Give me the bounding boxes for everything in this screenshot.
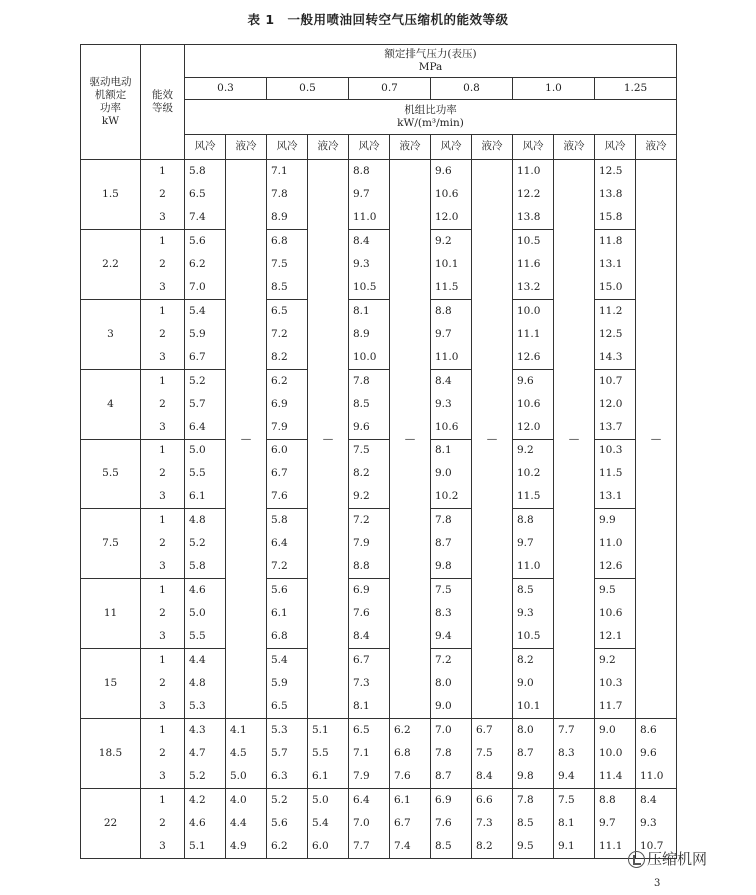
liquid-dash-cell: — (390, 160, 431, 719)
grade-column-header: 能效 等级 (141, 45, 185, 160)
air-value-cell: 6.4 (185, 416, 226, 439)
grade-cell: 1 (141, 439, 185, 462)
air-value-cell: 5.8 (185, 556, 226, 579)
air-value-cell: 9.3 (513, 602, 554, 625)
air-value-cell: 5.4 (185, 299, 226, 322)
air-value-cell: 6.2 (267, 835, 308, 858)
air-value-cell: 12.2 (513, 183, 554, 206)
power-cell: 1.5 (81, 160, 141, 230)
air-value-cell: 10.0 (595, 742, 636, 765)
air-value-cell: 8.5 (349, 392, 390, 415)
air-value-cell: 6.9 (431, 789, 472, 812)
air-value-cell: 7.6 (349, 602, 390, 625)
air-value-cell: 10.6 (595, 602, 636, 625)
liquid-value-cell: 4.1 (226, 719, 267, 742)
pressure-0.8: 0.8 (431, 78, 513, 100)
power-cell: 4 (81, 369, 141, 439)
air-value-cell: 5.2 (185, 765, 226, 788)
air-value-cell: 5.4 (267, 649, 308, 672)
air-value-cell: 10.6 (431, 416, 472, 439)
grade-cell: 2 (141, 323, 185, 346)
air-value-cell: 8.5 (267, 276, 308, 299)
air-value-cell: 6.3 (267, 765, 308, 788)
grade-cell: 1 (141, 789, 185, 812)
cooling-liquid-header: 液冷 (390, 135, 431, 160)
air-value-cell: 8.4 (349, 625, 390, 648)
pressure-1.25: 1.25 (595, 78, 677, 100)
air-value-cell: 10.3 (595, 439, 636, 462)
air-value-cell: 12.5 (595, 323, 636, 346)
air-value-cell: 6.2 (185, 253, 226, 276)
air-value-cell: 8.0 (431, 672, 472, 695)
liquid-value-cell: 8.4 (636, 789, 677, 812)
liquid-value-cell: 9.3 (636, 812, 677, 835)
cooling-liquid-header: 液冷 (472, 135, 513, 160)
air-value-cell: 7.9 (267, 416, 308, 439)
air-value-cell: 5.2 (267, 789, 308, 812)
air-value-cell: 12.6 (513, 346, 554, 369)
air-value-cell: 5.0 (185, 602, 226, 625)
air-value-cell: 11.5 (513, 486, 554, 509)
power-cell: 18.5 (81, 719, 141, 789)
air-value-cell: 10.0 (349, 346, 390, 369)
power-cell: 3 (81, 299, 141, 369)
air-value-cell: 4.8 (185, 509, 226, 532)
air-value-cell: 15.0 (595, 276, 636, 299)
air-value-cell: 13.1 (595, 486, 636, 509)
air-value-cell: 8.7 (431, 532, 472, 555)
air-value-cell: 5.8 (267, 509, 308, 532)
air-value-cell: 5.6 (267, 579, 308, 602)
liquid-value-cell: 8.6 (636, 719, 677, 742)
cooling-liquid-header: 液冷 (308, 135, 349, 160)
liquid-value-cell: 7.5 (554, 789, 595, 812)
grade-cell: 2 (141, 812, 185, 835)
air-value-cell: 7.0 (431, 719, 472, 742)
air-value-cell: 5.6 (185, 229, 226, 252)
air-value-cell: 8.8 (349, 160, 390, 183)
liquid-value-cell: 4.5 (226, 742, 267, 765)
air-value-cell: 6.5 (349, 719, 390, 742)
air-value-cell: 5.2 (185, 532, 226, 555)
air-value-cell: 9.8 (431, 556, 472, 579)
air-value-cell: 6.5 (267, 695, 308, 718)
table-title: 表 1 一般用喷油回转空气压缩机的能效等级 (247, 12, 509, 27)
liquid-value-cell: 8.4 (472, 765, 513, 788)
air-value-cell: 5.7 (267, 742, 308, 765)
air-value-cell: 9.6 (349, 416, 390, 439)
air-value-cell: 13.8 (513, 206, 554, 229)
grade-cell: 2 (141, 742, 185, 765)
air-value-cell: 12.0 (431, 206, 472, 229)
air-value-cell: 6.4 (349, 789, 390, 812)
air-value-cell: 8.4 (349, 229, 390, 252)
air-value-cell: 8.2 (267, 346, 308, 369)
air-value-cell: 11.1 (513, 323, 554, 346)
air-value-cell: 9.0 (431, 695, 472, 718)
air-value-cell: 6.7 (267, 462, 308, 485)
air-value-cell: 11.8 (595, 229, 636, 252)
air-value-cell: 9.6 (513, 369, 554, 392)
air-value-cell: 4.6 (185, 579, 226, 602)
liquid-value-cell: 7.4 (390, 835, 431, 858)
air-value-cell: 7.0 (349, 812, 390, 835)
power-cell: 11 (81, 579, 141, 649)
table-row (81, 160, 677, 183)
air-value-cell: 7.8 (513, 789, 554, 812)
liquid-value-cell: 7.3 (472, 812, 513, 835)
air-value-cell: 8.1 (349, 695, 390, 718)
air-value-cell: 7.9 (349, 532, 390, 555)
air-value-cell: 8.8 (431, 299, 472, 322)
air-value-cell: 5.8 (185, 160, 226, 183)
power-cell: 5.5 (81, 439, 141, 509)
air-value-cell: 7.2 (431, 649, 472, 672)
air-value-cell: 8.7 (513, 742, 554, 765)
cooling-air-header: 风冷 (185, 135, 226, 160)
cooling-air-header: 风冷 (431, 135, 472, 160)
air-value-cell: 9.0 (513, 672, 554, 695)
grade-cell: 3 (141, 695, 185, 718)
liquid-value-cell: 6.8 (390, 742, 431, 765)
air-value-cell: 10.3 (595, 672, 636, 695)
air-value-cell: 7.8 (431, 509, 472, 532)
air-value-cell: 10.2 (513, 462, 554, 485)
air-value-cell: 7.5 (349, 439, 390, 462)
air-value-cell: 12.5 (595, 160, 636, 183)
air-value-cell: 10.2 (431, 486, 472, 509)
air-value-cell: 11.0 (349, 206, 390, 229)
liquid-value-cell: 8.3 (554, 742, 595, 765)
grade-cell: 2 (141, 532, 185, 555)
grade-cell: 2 (141, 392, 185, 415)
air-value-cell: 4.2 (185, 789, 226, 812)
grade-cell: 3 (141, 206, 185, 229)
grade-cell: 1 (141, 299, 185, 322)
liquid-value-cell: 6.7 (390, 812, 431, 835)
air-value-cell: 7.5 (431, 579, 472, 602)
air-value-cell: 6.2 (267, 369, 308, 392)
air-value-cell: 4.7 (185, 742, 226, 765)
grade-cell: 3 (141, 556, 185, 579)
page-number: 3 (654, 878, 661, 889)
air-value-cell: 7.4 (185, 206, 226, 229)
air-value-cell: 8.9 (349, 323, 390, 346)
grade-cell: 2 (141, 183, 185, 206)
table-row (81, 742, 677, 765)
air-value-cell: 11.0 (513, 160, 554, 183)
air-value-cell: 10.5 (513, 229, 554, 252)
grade-cell: 3 (141, 416, 185, 439)
air-value-cell: 10.7 (595, 369, 636, 392)
liquid-value-cell: 9.1 (554, 835, 595, 858)
air-value-cell: 7.6 (267, 486, 308, 509)
air-value-cell: 11.6 (513, 253, 554, 276)
air-value-cell: 8.5 (431, 835, 472, 858)
air-value-cell: 7.2 (267, 323, 308, 346)
air-value-cell: 6.5 (185, 183, 226, 206)
air-value-cell: 7.8 (267, 183, 308, 206)
air-value-cell: 8.7 (431, 765, 472, 788)
liquid-value-cell: 7.7 (554, 719, 595, 742)
air-value-cell: 7.2 (267, 556, 308, 579)
cooling-liquid-header: 液冷 (636, 135, 677, 160)
air-value-cell: 5.6 (267, 812, 308, 835)
air-value-cell: 12.1 (595, 625, 636, 648)
table-row (81, 765, 677, 788)
air-value-cell: 8.8 (349, 556, 390, 579)
air-value-cell: 11.4 (595, 765, 636, 788)
air-value-cell: 9.7 (431, 323, 472, 346)
liquid-value-cell: 6.1 (308, 765, 349, 788)
air-value-cell: 9.0 (431, 462, 472, 485)
watermark-logo-icon (628, 851, 645, 868)
air-value-cell: 8.5 (513, 812, 554, 835)
air-value-cell: 5.9 (185, 323, 226, 346)
air-value-cell: 7.1 (267, 160, 308, 183)
air-value-cell: 9.2 (431, 229, 472, 252)
liquid-dash-cell: — (308, 160, 349, 719)
air-value-cell: 6.0 (267, 439, 308, 462)
air-value-cell: 7.1 (349, 742, 390, 765)
air-value-cell: 6.5 (267, 299, 308, 322)
liquid-value-cell: 6.7 (472, 719, 513, 742)
power-cell: 7.5 (81, 509, 141, 579)
grade-cell: 1 (141, 579, 185, 602)
grade-cell: 1 (141, 369, 185, 392)
grade-cell: 2 (141, 602, 185, 625)
grade-cell: 2 (141, 253, 185, 276)
air-value-cell: 9.8 (513, 765, 554, 788)
grade-cell: 3 (141, 486, 185, 509)
cooling-air-header: 风冷 (267, 135, 308, 160)
liquid-value-cell: 6.1 (390, 789, 431, 812)
air-value-cell: 9.7 (513, 532, 554, 555)
table-row (81, 812, 677, 835)
air-value-cell: 8.9 (267, 206, 308, 229)
air-value-cell: 5.3 (185, 695, 226, 718)
air-value-cell: 5.3 (267, 719, 308, 742)
efficiency-grade-table (80, 44, 677, 859)
air-value-cell: 9.4 (431, 625, 472, 648)
air-value-cell: 5.5 (185, 462, 226, 485)
air-value-cell: 8.8 (513, 509, 554, 532)
table-row (81, 835, 677, 858)
air-value-cell: 9.0 (595, 719, 636, 742)
grade-cell: 2 (141, 672, 185, 695)
liquid-value-cell: 7.5 (472, 742, 513, 765)
grade-cell: 3 (141, 625, 185, 648)
liquid-value-cell: 11.0 (636, 765, 677, 788)
air-value-cell: 5.0 (185, 439, 226, 462)
air-value-cell: 8.2 (349, 462, 390, 485)
air-value-cell: 9.7 (349, 183, 390, 206)
liquid-value-cell: 6.0 (308, 835, 349, 858)
air-value-cell: 6.8 (267, 625, 308, 648)
liquid-value-cell: 4.9 (226, 835, 267, 858)
grade-cell: 1 (141, 229, 185, 252)
grade-cell: 3 (141, 276, 185, 299)
cooling-air-header: 风冷 (349, 135, 390, 160)
liquid-value-cell: 6.2 (390, 719, 431, 742)
air-value-cell: 4.3 (185, 719, 226, 742)
air-value-cell: 11.5 (595, 462, 636, 485)
liquid-value-cell: 5.0 (226, 765, 267, 788)
air-value-cell: 5.7 (185, 392, 226, 415)
air-value-cell: 6.1 (185, 486, 226, 509)
air-value-cell: 11.7 (595, 695, 636, 718)
liquid-value-cell: 8.1 (554, 812, 595, 835)
air-value-cell: 10.6 (513, 392, 554, 415)
liquid-value-cell: 5.5 (308, 742, 349, 765)
grade-cell: 3 (141, 835, 185, 858)
power-cell: 22 (81, 789, 141, 859)
air-value-cell: 10.6 (431, 183, 472, 206)
liquid-value-cell: 9.6 (636, 742, 677, 765)
air-value-cell: 5.5 (185, 625, 226, 648)
air-value-cell: 4.8 (185, 672, 226, 695)
liquid-value-cell: 9.4 (554, 765, 595, 788)
grade-cell: 1 (141, 509, 185, 532)
air-value-cell: 8.1 (349, 299, 390, 322)
grade-cell: 3 (141, 765, 185, 788)
liquid-value-cell: 5.4 (308, 812, 349, 835)
air-value-cell: 6.7 (349, 649, 390, 672)
air-value-cell: 5.1 (185, 835, 226, 858)
grade-cell: 1 (141, 719, 185, 742)
air-value-cell: 6.7 (185, 346, 226, 369)
air-value-cell: 12.0 (595, 392, 636, 415)
liquid-value-cell: 7.6 (390, 765, 431, 788)
air-value-cell: 10.1 (431, 253, 472, 276)
liquid-value-cell: 4.4 (226, 812, 267, 835)
specific-power-header: 机组比功率 kW/(m³/min) (185, 100, 677, 135)
air-value-cell: 9.2 (513, 439, 554, 462)
air-value-cell: 13.2 (513, 276, 554, 299)
air-value-cell: 9.2 (595, 649, 636, 672)
air-value-cell: 6.4 (267, 532, 308, 555)
liquid-value-cell: 8.2 (472, 835, 513, 858)
air-value-cell: 11.5 (431, 276, 472, 299)
grade-cell: 2 (141, 462, 185, 485)
liquid-dash-cell: — (636, 160, 677, 719)
air-value-cell: 10.0 (513, 299, 554, 322)
air-value-cell: 7.8 (349, 369, 390, 392)
air-value-cell: 8.2 (513, 649, 554, 672)
air-value-cell: 7.2 (349, 509, 390, 532)
power-cell: 2.2 (81, 229, 141, 299)
table-row (81, 719, 677, 742)
air-value-cell: 11.0 (595, 532, 636, 555)
air-value-cell: 9.5 (513, 835, 554, 858)
air-value-cell: 9.9 (595, 509, 636, 532)
air-value-cell: 14.3 (595, 346, 636, 369)
air-value-cell: 15.8 (595, 206, 636, 229)
liquid-dash-cell: — (554, 160, 595, 719)
air-value-cell: 11.0 (431, 346, 472, 369)
liquid-dash-cell: — (472, 160, 513, 719)
liquid-value-cell: 4.0 (226, 789, 267, 812)
air-value-cell: 7.9 (349, 765, 390, 788)
air-value-cell: 9.5 (595, 579, 636, 602)
pressure-0.5: 0.5 (267, 78, 349, 100)
table-row (81, 789, 677, 812)
air-value-cell: 12.6 (595, 556, 636, 579)
air-value-cell: 8.4 (431, 369, 472, 392)
air-value-cell: 8.0 (513, 719, 554, 742)
air-value-cell: 12.0 (513, 416, 554, 439)
air-value-cell: 13.8 (595, 183, 636, 206)
air-value-cell: 7.6 (431, 812, 472, 835)
air-value-cell: 7.3 (349, 672, 390, 695)
cooling-air-header: 风冷 (595, 135, 636, 160)
air-value-cell: 7.0 (185, 276, 226, 299)
air-value-cell: 9.3 (349, 253, 390, 276)
air-value-cell: 13.1 (595, 253, 636, 276)
grade-cell: 3 (141, 346, 185, 369)
air-value-cell: 10.5 (349, 276, 390, 299)
air-value-cell: 6.9 (267, 392, 308, 415)
air-value-cell: 7.8 (431, 742, 472, 765)
power-cell: 15 (81, 649, 141, 719)
air-value-cell: 8.5 (513, 579, 554, 602)
air-value-cell: 4.4 (185, 649, 226, 672)
power-column-header: 驱动电动 机额定 功率 kW (81, 45, 141, 160)
air-value-cell: 6.1 (267, 602, 308, 625)
air-value-cell: 9.2 (349, 486, 390, 509)
cooling-liquid-header: 液冷 (554, 135, 595, 160)
air-value-cell: 8.3 (431, 602, 472, 625)
air-value-cell: 10.1 (513, 695, 554, 718)
air-value-cell: 11.0 (513, 556, 554, 579)
grade-cell: 1 (141, 160, 185, 183)
cooling-air-header: 风冷 (513, 135, 554, 160)
air-value-cell: 6.8 (267, 229, 308, 252)
air-value-cell: 11.2 (595, 299, 636, 322)
air-value-cell: 9.7 (595, 812, 636, 835)
air-value-cell: 13.7 (595, 416, 636, 439)
cooling-liquid-header: 液冷 (226, 135, 267, 160)
air-value-cell: 9.3 (431, 392, 472, 415)
liquid-value-cell: 5.0 (308, 789, 349, 812)
watermark: 压缩机网 (628, 848, 707, 869)
liquid-value-cell: 5.1 (308, 719, 349, 742)
air-value-cell: 4.6 (185, 812, 226, 835)
air-value-cell: 11.1 (595, 835, 636, 858)
pressure-0.3: 0.3 (185, 78, 267, 100)
grade-cell: 1 (141, 649, 185, 672)
liquid-value-cell: 6.6 (472, 789, 513, 812)
pressure-1.0: 1.0 (513, 78, 595, 100)
air-value-cell: 8.8 (595, 789, 636, 812)
liquid-dash-cell: — (226, 160, 267, 719)
air-value-cell: 5.2 (185, 369, 226, 392)
air-value-cell: 7.7 (349, 835, 390, 858)
air-value-cell: 7.5 (267, 253, 308, 276)
pressure-0.7: 0.7 (349, 78, 431, 100)
air-value-cell: 10.5 (513, 625, 554, 648)
air-value-cell: 6.9 (349, 579, 390, 602)
air-value-cell: 9.6 (431, 160, 472, 183)
air-value-cell: 8.1 (431, 439, 472, 462)
liquid-value-cell: 10.7 (636, 835, 677, 858)
pressure-header: 额定排气压力(表压) MPa (185, 45, 677, 78)
air-value-cell: 5.9 (267, 672, 308, 695)
